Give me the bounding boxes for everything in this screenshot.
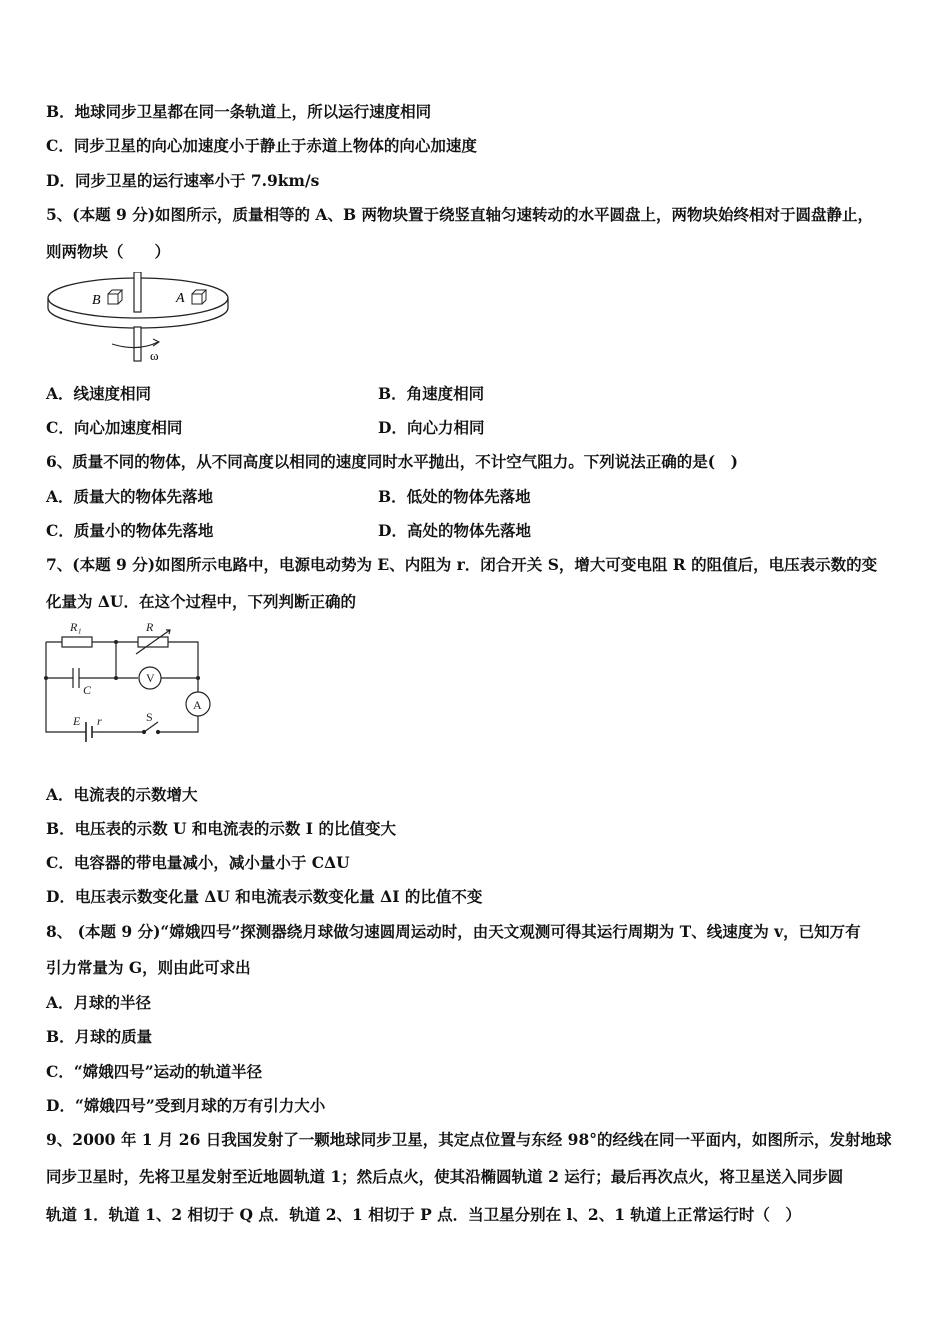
q8-option-d: D．“嫦娥四号”受到月球的万有引力大小 xyxy=(46,1096,326,1115)
voltmeter-label: V xyxy=(146,671,155,685)
q5-option-c: C．向心加速度相同 xyxy=(46,418,183,437)
r1-label: R₁ xyxy=(70,620,82,634)
q9-stem-line2: 同步卫星时，先将卫星发射至近地圆轨道 1；然后点火，使其沿椭圆轨道 2 运行；最后再次点火，将卫星送入同步圆 xyxy=(46,1167,844,1186)
s-label: S xyxy=(146,710,153,724)
block-b xyxy=(108,290,122,304)
q9-stem-line1: 9、2000 年 1 月 26 日我国发射了一颗地球同步卫星，其定点位置与东经 98°的经线在同一平面内，如图所示，发射地球 xyxy=(46,1130,892,1149)
capacitor-c xyxy=(73,668,79,688)
q7-stem-line1: 7、(本题 9 分)如图所示电路中，电源电动势为 E、内阻为 r．闭合开关 S，增大可变电阻 R 的阻值后，电压表示数的变 xyxy=(46,555,878,574)
q5-option-d: D．向心力相同 xyxy=(378,418,485,437)
c-label: C xyxy=(83,683,92,697)
q7-stem-line2: 化量为 ΔU．在这个过程中，下列判断正确的 xyxy=(46,592,356,611)
omega-label: ω xyxy=(150,348,159,363)
q8-option-c: C．“嫦娥四号”运动的轨道半径 xyxy=(46,1062,263,1081)
block-a-label: A xyxy=(176,291,185,306)
circuit-diagram xyxy=(40,618,220,754)
q7-option-c: C．电容器的带电量减小，减小量小于 CΔU xyxy=(46,853,350,872)
q6-option-c: C．质量小的物体先落地 xyxy=(46,521,214,540)
rotating-disk-figure xyxy=(42,272,242,364)
q6-stem: 6、质量不同的物体，从不同高度以相同的速度同时水平抛出，不计空气阻力。下列说法正确的是( ) xyxy=(46,452,738,471)
q7-option-b: B．电压表的示数 U 和电流表的示数 I 的比值变大 xyxy=(46,819,396,838)
q4-option-d: D．同步卫星的运行速率小于 7.9km/s xyxy=(46,171,320,190)
q6-option-d: D．高处的物体先落地 xyxy=(378,521,531,540)
e-label: E xyxy=(73,714,81,728)
q8-option-a: A．月球的半径 xyxy=(46,993,152,1012)
q5-stem-line1: 5、(本题 9 分)如图所示，质量相等的 A、B 两物块置于绕竖直轴匀速转动的水平圆盘上，两物块始终相对于圆盘静止， xyxy=(46,205,873,224)
block-a xyxy=(192,290,206,304)
q7-option-a: A．电流表的示数增大 xyxy=(46,785,198,804)
q7-option-d: D．电压表示数变化量 ΔU 和电流表示数变化量 ΔI 的比值不变 xyxy=(46,887,483,906)
r-label: R xyxy=(146,620,154,634)
q6-option-b: B．低处的物体先落地 xyxy=(378,487,531,506)
q6-option-a: A．质量大的物体先落地 xyxy=(46,487,214,506)
q8-option-b: B．月球的质量 xyxy=(46,1027,153,1046)
ammeter-label: A xyxy=(193,698,202,712)
block-b-label: B xyxy=(92,293,101,308)
q5-stem-line2: 则两物块（ ） xyxy=(46,242,171,261)
resistor-r1 xyxy=(62,637,92,647)
q5-option-b: B．角速度相同 xyxy=(378,384,485,403)
q4-option-b: B．地球同步卫星都在同一条轨道上，所以运行速度相同 xyxy=(46,102,432,121)
internal-r-label: r xyxy=(97,714,102,728)
q4-option-c: C．同步卫星的向心加速度小于静止于赤道上物体的向心加速度 xyxy=(46,136,477,155)
q8-stem-line2: 引力常量为 G，则由此可求出 xyxy=(46,958,251,977)
q8-stem-line1: 8、 (本题 9 分)“嫦娥四号”探测器绕月球做匀速圆周运动时，由天文观测可得其运行周期为 T、线速度为 v，已知万有 xyxy=(46,922,861,941)
battery xyxy=(86,722,92,742)
q9-stem-line3: 轨道 1．轨道 1、2 相切于 Q 点．轨道 2、1 相切于 P 点．当卫星分别在 l、2、1 轨道上正常运行时（ ） xyxy=(46,1205,801,1224)
q5-option-a: A．线速度相同 xyxy=(46,384,152,403)
